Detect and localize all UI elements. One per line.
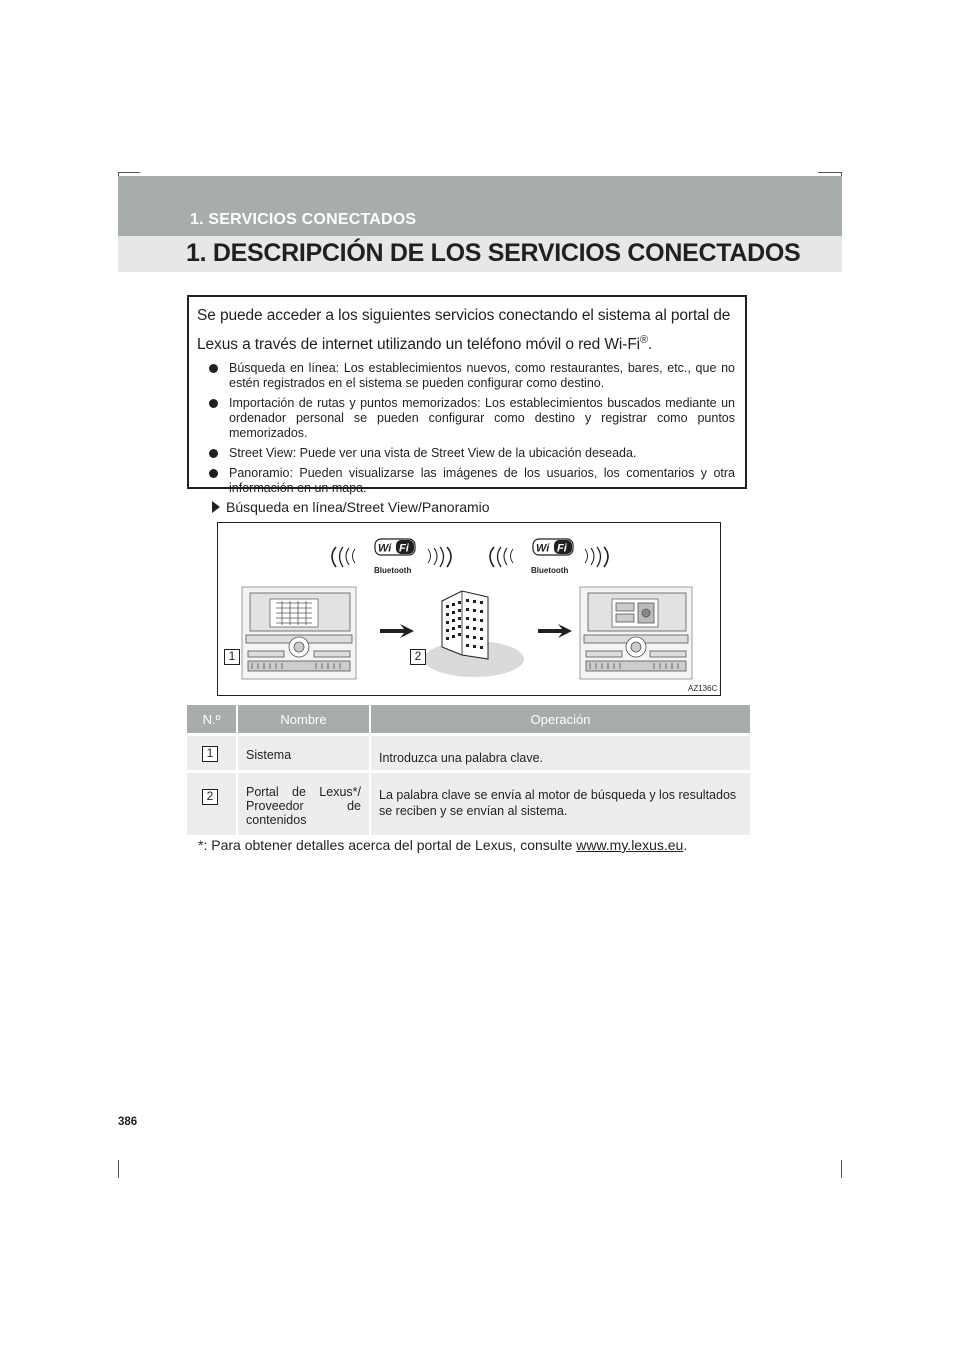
service-list [197, 361, 741, 496]
footnote-text: *: Para obtener detalles acerca del portal de Lexus, consulte [198, 837, 577, 853]
intro-lead [197, 304, 741, 357]
callout-2: 2 [410, 649, 426, 665]
section-label: 1. SERVICIOS CONECTADOS [190, 211, 417, 228]
arrow-icon [380, 624, 414, 638]
connection-diagram [218, 523, 720, 695]
illustration-frame [217, 522, 721, 696]
table-row [187, 773, 750, 835]
list-item [197, 446, 741, 461]
table-header-row [187, 705, 750, 733]
intro-lead-end: . [648, 336, 653, 354]
triangle-bullet-icon [212, 501, 220, 513]
bluetooth-label: Bluetooth [374, 566, 412, 575]
subheading-text: Búsqueda en línea/Street View/Panoramio [226, 499, 490, 515]
bullet-text: Street View: Puede ver una vista de Street View de la ubicación deseada. [229, 446, 637, 461]
callout-1: 1 [224, 649, 240, 665]
row-operation: La palabra clave se envía al motor de búsqueda y los resultados se reciben y se envían al sistema. [379, 788, 737, 818]
bluetooth-label: Bluetooth [531, 566, 569, 575]
server-building-icon [424, 591, 524, 677]
crop-mark [818, 172, 842, 173]
list-item [197, 361, 741, 391]
bullet-dot-icon [209, 364, 218, 373]
wifi-label: Fi [399, 542, 409, 555]
row-number-badge: 1 [202, 746, 218, 762]
row-number-cell [187, 736, 237, 770]
list-item [197, 396, 741, 441]
column-header-number: N.º [187, 705, 237, 733]
bullet-text: Panoramio: Pueden visualizarse las imágenes de los usuarios, los comentarios y otra información en un mapa. [229, 466, 735, 496]
footnote [198, 837, 687, 853]
row-name-cell [237, 773, 370, 835]
wifi-label: Fi [557, 542, 567, 555]
row-operation-cell [370, 773, 750, 835]
crop-mark [118, 172, 140, 173]
row-operation: Introduzca una palabra clave. [379, 751, 543, 765]
row-name: Portal de Lexus*/ Proveedor de contenidos [246, 785, 361, 827]
row-number-badge: 2 [202, 789, 218, 805]
wifi-label: Wi [536, 542, 550, 555]
bullet-text: Importación de rutas y puntos memorizados: Los establecimientos buscados mediante un ordenador personal se pueden configurar como destino y registrar como puntos memorizados. [229, 396, 735, 441]
components-table [187, 705, 750, 835]
crop-mark [841, 1160, 842, 1178]
wifi-bluetooth-icon-left [332, 539, 451, 575]
wifi-bluetooth-icon-right [490, 539, 608, 575]
list-item [197, 466, 741, 496]
intro-box [187, 295, 747, 496]
bullet-dot-icon [209, 469, 218, 478]
registered-mark: ® [640, 334, 649, 346]
bullet-dot-icon [209, 399, 218, 408]
row-number-cell [187, 773, 237, 835]
column-header-name: Nombre [237, 705, 370, 733]
bullet-text: Búsqueda en línea: Los establecimientos nuevos, como restaurantes, bares, etc., que no estén registrados en el sistema se pueden configurar como destino. [229, 361, 735, 391]
table-row [187, 736, 750, 770]
page-number: 386 [118, 1116, 138, 1128]
bullet-dot-icon [209, 449, 218, 458]
car-dashboard-icon-left [242, 587, 356, 679]
figure-code: AZ136C [688, 684, 718, 693]
car-dashboard-icon-right [580, 587, 692, 679]
footnote-end: . [683, 837, 688, 853]
crop-mark [118, 1160, 119, 1178]
arrow-icon [538, 624, 572, 638]
intro-lead-text: Se puede acceder a los siguientes servicios conectando el sistema al portal de Lexus a través de internet utilizando un teléfono móvil o red Wi-Fi [197, 307, 731, 354]
row-name-cell [237, 736, 370, 770]
page-title: 1. DESCRIPCIÓN DE LOS SERVICIOS CONECTADOS [186, 239, 801, 267]
wifi-label: Wi [378, 542, 392, 555]
column-header-operation: Operación [370, 705, 750, 733]
row-name: Sistema [246, 748, 292, 762]
lexus-portal-link[interactable]: www.my.lexus.eu [576, 837, 684, 853]
subheading [212, 499, 490, 515]
row-operation-cell [370, 736, 750, 770]
